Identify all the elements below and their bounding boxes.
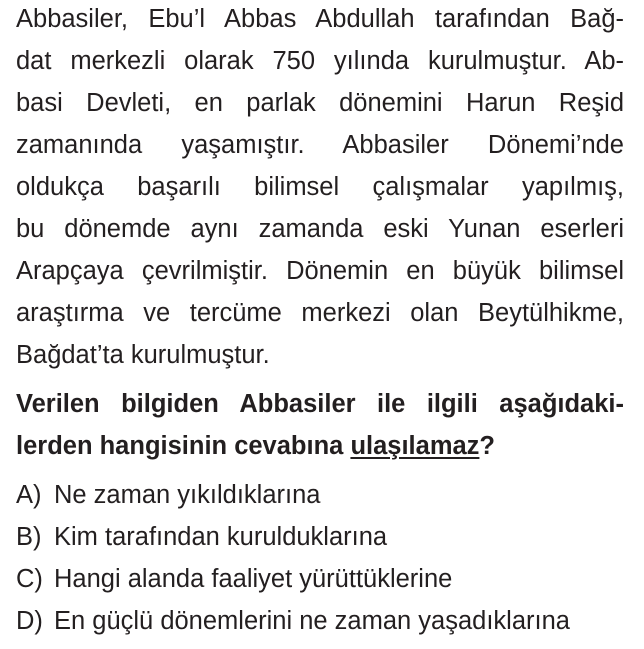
- option-text: Ne zaman yıkıldıklarına: [54, 481, 321, 509]
- passage-line: araştırma ve tercüme merkezi olan Beytülhikme,: [16, 299, 624, 327]
- passage-line: zamanında yaşamıştır. Abbasiler Dönemi’nde: [16, 131, 624, 159]
- option-letter: A): [16, 481, 42, 509]
- passage-line: Abbasiler, Ebu’l Abbas Abdullah tarafından Bağ-: [16, 5, 624, 33]
- question-line: Verilen bilgiden Abbasiler ile ilgili aşağıdaki-: [16, 390, 624, 418]
- passage-line: oldukça başarılı bilimsel çalışmalar yapılmış,: [16, 173, 624, 201]
- passage-line: Bağdat’ta kurulmuştur.: [16, 341, 270, 369]
- option-b[interactable]: [16, 522, 387, 552]
- passage-line: bu dönemde aynı zamanda eski Yunan eserleri: [16, 215, 624, 243]
- option-c[interactable]: [16, 564, 452, 594]
- question-mark: ?: [479, 432, 495, 460]
- question-line: [16, 431, 495, 461]
- option-letter: C): [16, 565, 43, 593]
- option-letter: D): [16, 607, 43, 635]
- emphasis-word: ulaşılamaz: [350, 432, 480, 460]
- option-letter: B): [16, 523, 42, 551]
- option-text: En güçlü dönemlerini ne zaman yaşadıklarına: [54, 607, 570, 635]
- passage-line: basi Devleti, en parlak dönemini Harun Reşid: [16, 89, 624, 117]
- option-d[interactable]: [16, 606, 570, 636]
- question-text: lerden hangisinin cevabına: [16, 432, 351, 460]
- passage-line: dat merkezli olarak 750 yılında kurulmuştur. Ab-: [16, 47, 624, 75]
- passage-line: Arapçaya çevrilmiştir. Dönemin en büyük bilimsel: [16, 257, 624, 285]
- option-text: Hangi alanda faaliyet yürüttüklerine: [54, 565, 453, 593]
- option-text: Kim tarafından kurulduklarına: [54, 523, 388, 551]
- option-a[interactable]: [16, 480, 320, 510]
